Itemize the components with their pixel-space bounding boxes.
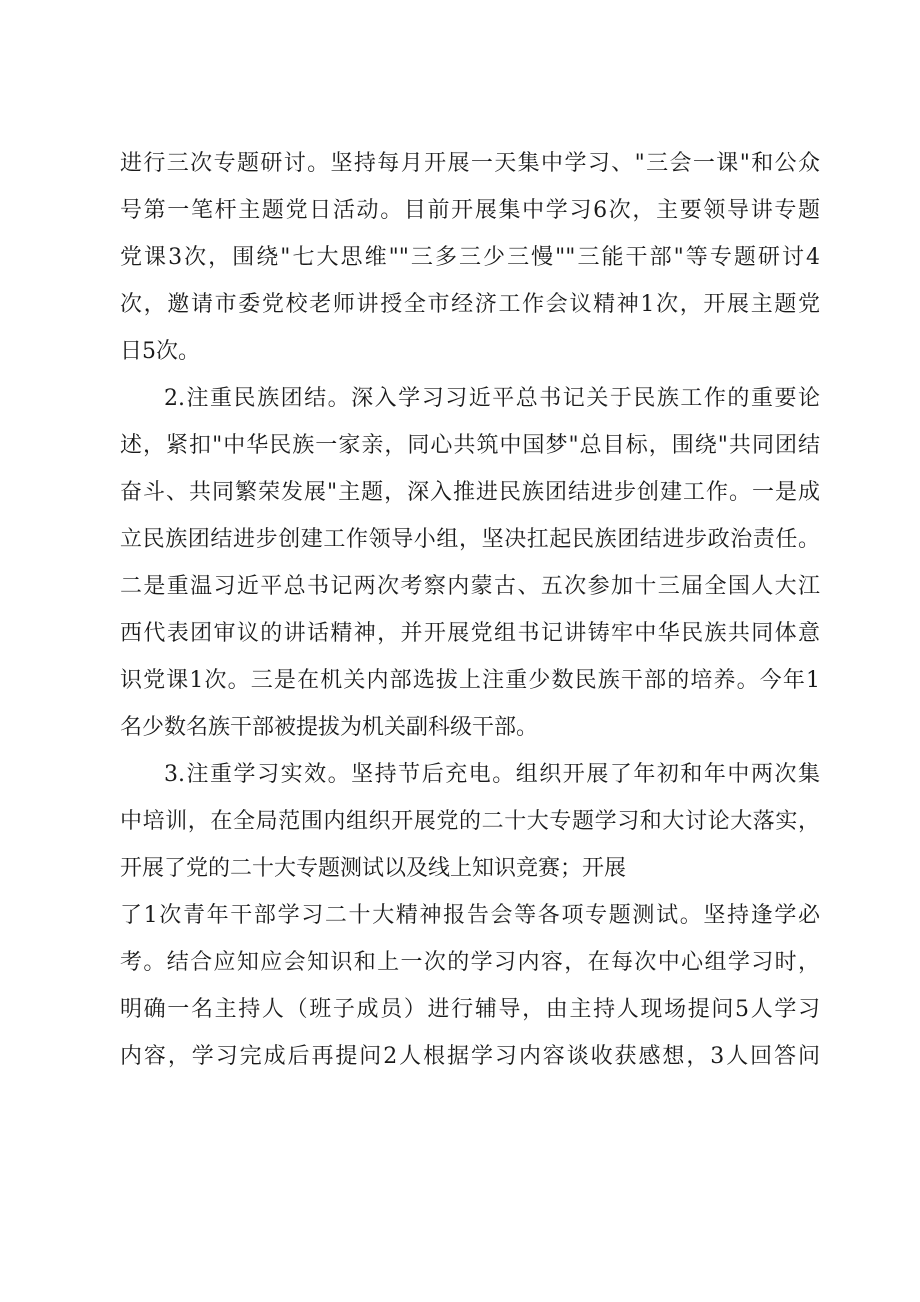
paragraph-2-line: 述，紧扣"中华民族一家亲，同心共筑中国梦"总目标，围绕"共同团结 [120, 433, 820, 458]
paragraph-3-line: 了1次青年干部学习二十大精神报告会等各项专题测试。坚持逢学必 [120, 903, 820, 928]
paragraph-2-line: 立民族团结进步创建工作领导小组，坚决扛起民族团结进步政治责任。 [120, 527, 820, 552]
paragraph-3-line: 中培训，在全局范围内组织开展党的二十大专题学习和大讨论大落实， [120, 809, 820, 834]
paragraph-1-line: 党课3次，围绕"七大思维""三多三少三慢""三能干部"等专题研讨4 [120, 245, 820, 270]
paragraph-1-line: 次，邀请市委党校老师讲授全市经济工作会议精神1次，开展主题党 [120, 292, 820, 317]
paragraph-2-line: 西代表团审议的讲话精神，并开展党组书记讲铸牢中华民族共同体意 [120, 621, 820, 646]
paragraph-3-line: 考。结合应知应会知识和上一次的学习内容，在每次中心组学习时， [120, 950, 820, 975]
paragraph-3-heading-line: 3.注重学习实效。坚持节后充电。组织开展了年初和年中两次集 [164, 762, 820, 787]
paragraph-2-line: 识党课1次。三是在机关内部选拔上注重少数民族干部的培养。今年1 [120, 668, 820, 693]
document-body [120, 140, 820, 1080]
paragraph-1-line: 日5次。 [120, 339, 200, 364]
paragraph-2-line: 奋斗、共同繁荣发展"主题，深入推进民族团结进步创建工作。一是成 [120, 480, 820, 505]
paragraph-3-line: 内容，学习完成后再提问2人根据学习内容谈收获感想，3人回答问 [120, 1044, 820, 1069]
paragraph-2-line: 二是重温习近平总书记两次考察内蒙古、五次参加十三届全国人大江 [120, 574, 820, 599]
paragraph-3-line: 开展了党的二十大专题测试以及线上知识竞赛；开展 [120, 856, 627, 881]
paragraph-1-line: 进行三次专题研讨。坚持每月开展一天集中学习、"三会一课"和公众 [120, 151, 820, 176]
paragraph-3-line: 明确一名主持人（班子成员）进行辅导，由主持人现场提问5人学习 [120, 997, 820, 1022]
paragraph-1-line: 号第一笔杆主题党日活动。目前开展集中学习6次，主要领导讲专题 [120, 198, 820, 223]
paragraph-2-heading-line: 2.注重民族团结。深入学习习近平总书记关于民族工作的重要论 [164, 386, 820, 411]
paragraph-2-line: 名少数名族干部被提拔为机关副科级干部。 [120, 715, 539, 740]
